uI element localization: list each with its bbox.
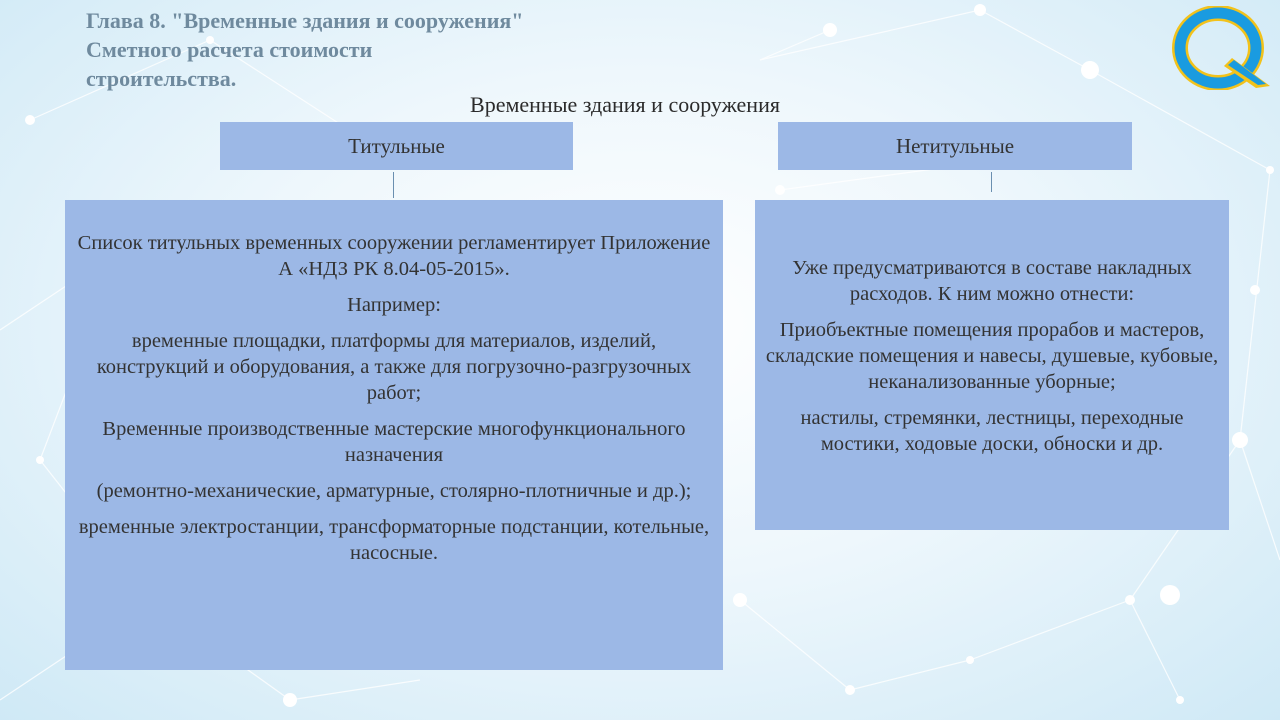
panel-paragraph: временные площадки, платформы для материалов, изделий, конструкций и оборудования, а также для погрузочно-разгрузочных работ; (96, 330, 692, 404)
q-logo-icon (1172, 6, 1274, 90)
titular-heading-box (220, 122, 573, 170)
panel-paragraph: Например: (347, 294, 441, 316)
titular-heading-label: Титульные (348, 133, 445, 158)
panel-paragraph: Временные производственные мастерские многофункционального назначения (102, 418, 686, 466)
panel-paragraph: временные электростанции, трансформаторные подстанции, котельные, насосные. (78, 516, 710, 564)
diagram-heading: Временные здания и сооружения (470, 92, 780, 117)
right-connector-line (991, 172, 992, 192)
panel-paragraph: Приобъектные помещения прорабов и мастеров, складские помещения и навесы, душевые, кубовые, неканализованные уборные; (765, 319, 1219, 393)
non-titular-heading-label: Нетитульные (895, 133, 1015, 158)
logo-letter: Q (1218, 56, 1219, 57)
slide-title (86, 6, 706, 93)
non-titular-description-panel (755, 200, 1229, 530)
title-line: Глава 8. "Временные здания и сооружения" (86, 8, 524, 33)
panel-paragraph: Список титульных временных сооружении регламентирует Приложение А «НДЗ РК 8.04-05-2015». (77, 232, 711, 280)
non-titular-heading-box (778, 122, 1132, 170)
title-line: строительства. (86, 66, 237, 91)
panel-paragraph: Уже предусматриваются в составе накладных расходов. К ним можно отнести: (792, 257, 1192, 305)
panel-paragraph: настилы, стремянки, лестницы, переходные мостики, ходовые доски, обноски и др. (800, 407, 1184, 455)
panel-paragraph: (ремонтно-механические, арматурные, столярно-плотничные и др.); (96, 480, 692, 502)
title-line: Сметного расчета стоимости (86, 37, 373, 62)
titular-description-panel (65, 200, 723, 670)
left-connector-line (393, 172, 394, 198)
